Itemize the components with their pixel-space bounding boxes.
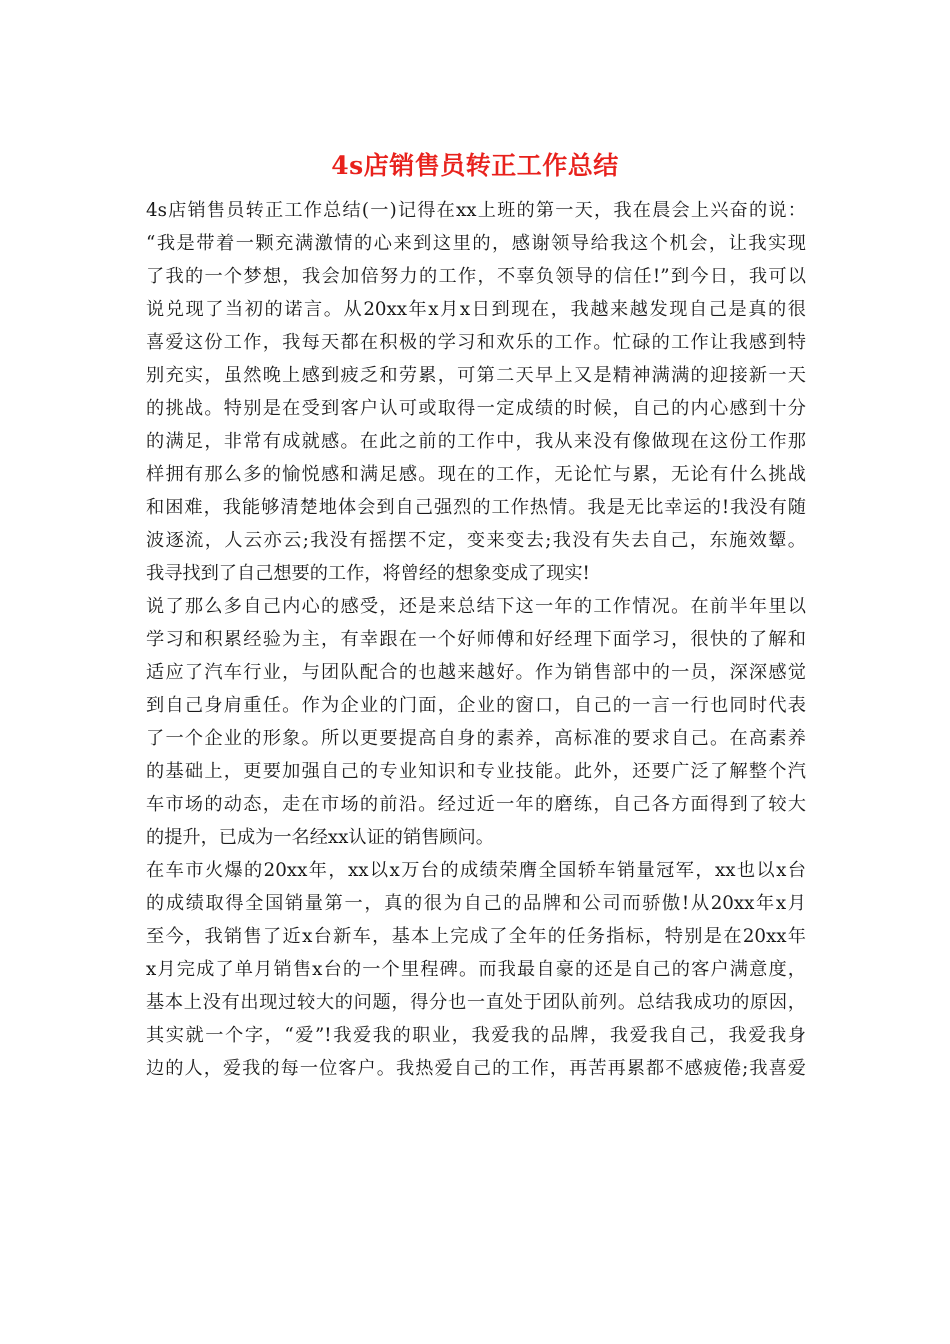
body-line: 我寻找到了自己想要的工作，将曾经的想象变成了现实! [146, 563, 590, 584]
body-line: 说了那么多自己内心的感受，还是来总结下这一年的工作情况。在前半年里以 [146, 596, 806, 617]
body-line: 在车市火爆的20xx年，xx以x万台的成绩荣膺全国轿车销量冠军，xx也以x台 [146, 860, 806, 881]
body-line: 说兑现了当初的诺言。从20xx年x月x日到现在，我越来越发现自己是真的很 [146, 299, 806, 320]
document-title: 4s店销售员转正工作总结 [331, 151, 619, 180]
body-line: 别充实，虽然晚上感到疲乏和劳累，可第二天早上又是精神满满的迎接新一天 [146, 365, 806, 386]
body-line: 样拥有那么多的愉悦感和满足感。现在的工作，无论忙与累，无论有什么挑战 [146, 464, 806, 485]
body-line: 的提升，已成为一名经xx认证的销售顾问。 [146, 827, 494, 848]
body-line: 至今，我销售了近x台新车，基本上完成了全年的任务指标，特别是在20xx年 [146, 926, 806, 947]
document-body [146, 194, 806, 1085]
body-line: 的成绩取得全国销量第一，真的很为自己的品牌和公司而骄傲!从20xx年x月 [146, 893, 806, 914]
body-line: 到自己身肩重任。作为企业的门面，企业的窗口，自己的一言一行也同时代表 [146, 695, 806, 716]
body-line: 了我的一个梦想，我会加倍努力的工作，不辜负领导的信任!”到今日，我可以 [146, 266, 806, 287]
body-line: 和困难，我能够清楚地体会到自己强烈的工作热情。我是无比幸运的!我没有随 [146, 497, 806, 518]
body-line: 4s店销售员转正工作总结(一)记得在xx上班的第一天，我在晨会上兴奋的说： [146, 200, 806, 221]
body-line: 车市场的动态，走在市场的前沿。经过近一年的磨练，自己各方面得到了较大 [146, 794, 806, 815]
body-line: 的基础上，更要加强自己的专业知识和专业技能。此外，还要广泛了解整个汽 [146, 761, 806, 782]
body-line: 学习和积累经验为主，有幸跟在一个好师傅和好经理下面学习，很快的了解和 [146, 629, 806, 650]
body-line: 其实就一个字，“爱”!我爱我的职业，我爱我的品牌，我爱我自己，我爱我身 [146, 1025, 806, 1046]
body-line: 喜爱这份工作，我每天都在积极的学习和欢乐的工作。忙碌的工作让我感到特 [146, 332, 806, 353]
body-line: 的满足，非常有成就感。在此之前的工作中，我从来没有像做现在这份工作那 [146, 431, 806, 452]
body-line: 波逐流，人云亦云;我没有摇摆不定，变来变去;我没有失去自己，东施效颦。 [146, 530, 806, 551]
body-line: “我是带着一颗充满激情的心来到这里的，感谢领导给我这个机会，让我实现 [146, 233, 806, 254]
body-line: x月完成了单月销售x台的一个里程碑。而我最自豪的还是自己的客户满意度， [146, 959, 806, 980]
body-line: 边的人，爱我的每一位客户。我热爱自己的工作，再苦再累都不感疲倦;我喜爱 [146, 1058, 806, 1079]
body-line: 基本上没有出现过较大的问题，得分也一直处于团队前列。总结我成功的原因， [146, 992, 806, 1013]
body-line: 适应了汽车行业，与团队配合的也越来越好。作为销售部中的一员，深深感觉 [146, 662, 806, 683]
body-line: 了一个企业的形象。所以更要提高自身的素养，高标准的要求自己。在高素养 [146, 728, 806, 749]
body-line: 的挑战。特别是在受到客户认可或取得一定成绩的时候，自己的内心感到十分 [146, 398, 806, 419]
